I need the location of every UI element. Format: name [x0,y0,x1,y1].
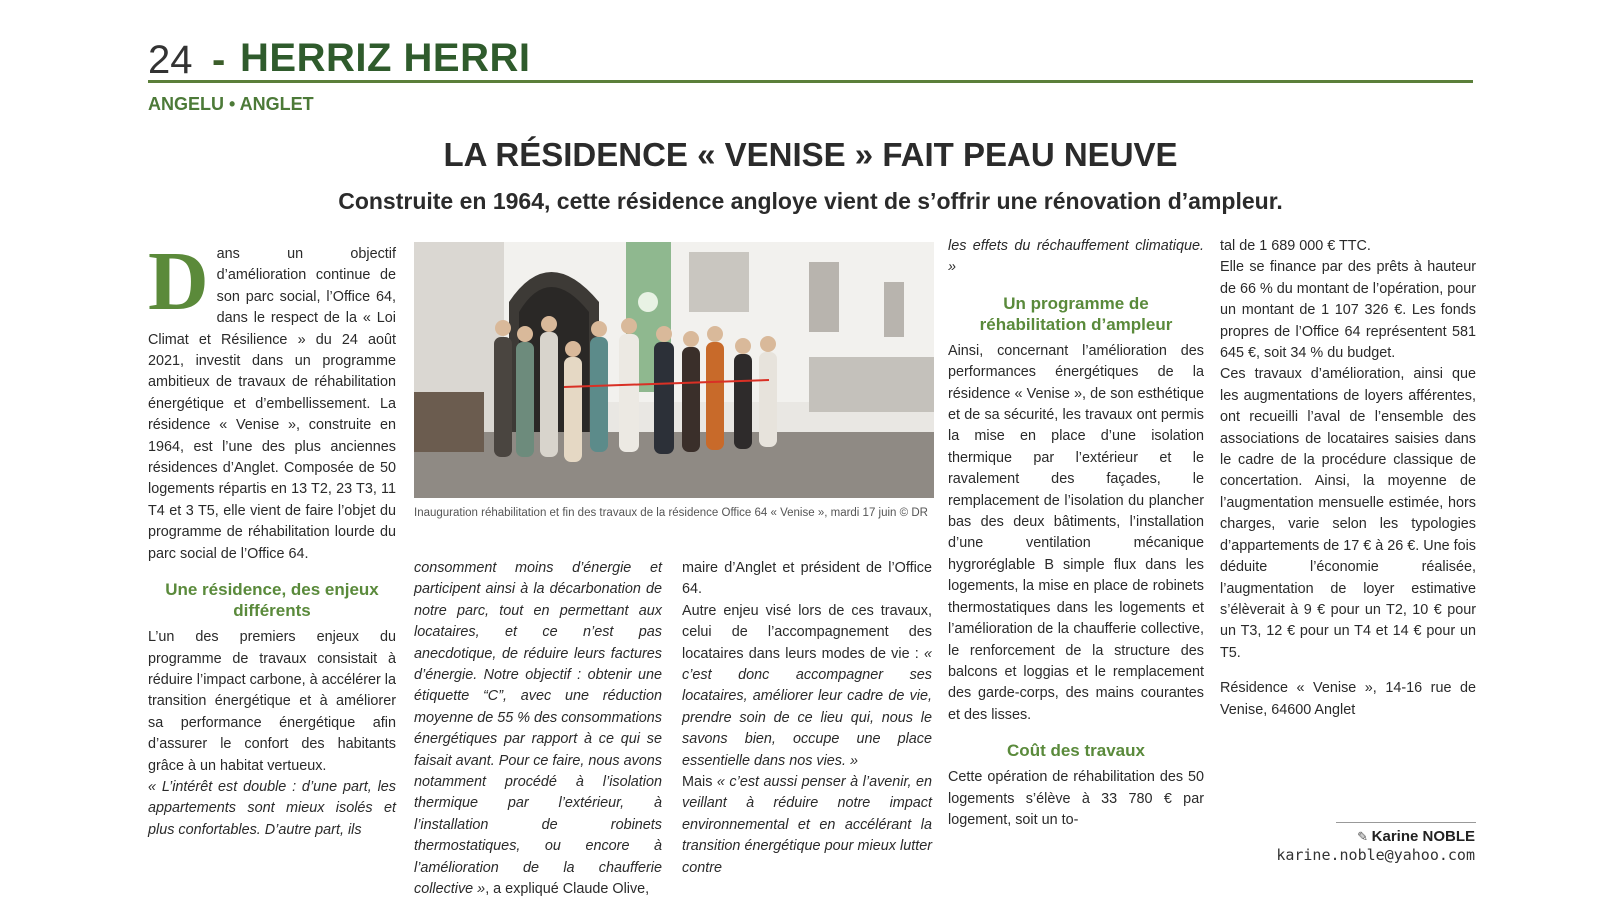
paragraph: Elle se finance par des prêts à hauteur de 66 % du montant de l’opération, pour un montant de 1 107 326 €. Les fonds propres de l’Office 64 représentent 581 645 €, soit 34 % du budget. [1220,259,1477,362]
section-title: HERRIZ HERRI [240,36,531,80]
header-dash: - [212,38,226,82]
column-5 [1220,236,1476,721]
paragraph: Ces travaux d’amélioration, ainsi que les augmentations de loyers afférentes, ont recueilli l’aval de l’ensemble des associations de locataires saisies dans le cadre de la procédure classique de concertation. Ainsi, la moyenne de l’augmentation mensuelle estimée, hors charges, varie selon les typologies d’appartements de 17 € à 26 €. Une fois déduite l’économie réalisée, l’augmentation de loyer estimative s’élèverait à 9 € pour un T2, 10 € pour un T3, 12 € pour un T4 et 14 € pour un T5. [1220,366,1477,661]
quote: consomment moins d’énergie et participent ainsi à la décarbonation de notre parc, tout en permettant aux locataires, et ce n’est pas anecdotique, de réduire leurs factures d’énergie. Notre objectif : obtenir une étiquette “C”, avec une réduction moyenne de 55 % des consommations énergétiques par rapport à ce qui se faisait avant. Pour ce faire, nous avons notamment procédé à l’isolation thermique par l’extérieur, à l’installation de robinets thermostatiques, ou encore à l’amélioration de la chaufferie collective » [414,560,662,898]
column-1 [148,235,396,841]
author-divider [1336,822,1476,823]
article-standfirst: Construite en 1964, cette résidence angloye vient de s’offrir une rénovation d’ampleur. [338,188,1283,214]
article-photo [414,242,934,498]
paragraph: Cette opération de réhabilitation des 50 logements s’élève à 33 780 € par logement, soit un to- [948,769,1204,828]
inauguration-photo [414,242,934,498]
section-subtitle: ANGELU • ANGLET [148,94,314,114]
subheading: Coût des travaux [1007,741,1145,761]
column-2 [414,558,662,901]
author-email: karine.noble@yahoo.com [1276,846,1475,864]
pen-icon: ✎ [1357,829,1372,844]
paragraph: Mais [682,774,717,791]
address: Résidence « Venise », 14-16 rue de Venise, 64600 Anglet [1220,680,1476,718]
article-headline: LA RÉSIDENCE « VENISE » FAIT PEAU NEUVE [443,136,1178,173]
column-4 [948,236,1204,831]
quote: « L’intérêt est double : d’une part, les appartements sont mieux isolés et plus confortables. D’autre part, ils [148,778,396,838]
subheading: Un programme de réhabilitation d’ampleur [979,293,1173,334]
paragraph: tal de 1 689 000 € TTC. [1220,238,1371,254]
paragraph: Autre enjeu visé lors de ces travaux, celui de l’accompagnement des locataires dans leurs modes de vie : [682,602,932,662]
quote: « c’est donc accompagner ses locataires, améliorer leur cadre de vie, prendre soin de ce lieu qui, nous le savons bien, occupe une place essentielle dans nos vies. » [682,645,932,769]
quote: les effets du réchauffement climatique. » [948,238,1204,276]
paragraph: maire d’Anglet et président de l’Office 64. [682,560,932,598]
author-name: Karine NOBLE [1371,828,1475,845]
paragraph: L’un des premiers enjeux du programme de travaux consistait à réduire l’impact carbone, à accélérer la transition énergétique et à améliorer sa performance énergétique afin d’assurer le confort des habitants grâce à un habitat vertueux. [148,629,396,774]
quote-attribution: , a expliqué Claude Olive, [485,881,650,898]
paragraph: Ainsi, concernant l’amélioration des performances énergétiques de la résidence « Venise », de son esthétique et de sa sécurité, les travaux ont permis la mise en place d’une isolation thermique par l’extérieur et le ravalement des façades, le remplacement de l’isolation du plancher bas des deux bâtiments, l’installation d’une ventilation mécanique hygroréglable B simple flux dans les logements, la mise en place de robinets thermostatiques dans les logements et l’amélioration de la chaufferie collective, le renforcement de la structure des balcons et loggias et le remplacement des garde-corps, des mains courantes et des lisses. [948,342,1204,723]
drop-cap: D [148,235,209,328]
column-3 [682,558,932,879]
author-byline [1276,828,1475,864]
page-header [148,36,1473,83]
paragraph: ans un objectif d’amélioration continue de son parc social, l’Office 64, dans le respect de la « Loi Climat et Résilience » du 24 août 2021, investit dans un programme ambitieux de travaux de réhabilitation énergétique et d’embellissement. La résidence « Venise », construite en 1964, est l’une des plus anciennes résidences d’Anglet. Composée de 50 logements répartis en 13 T2, 23 T3, 11 T4 et 3 T5, elle vient de faire l’objet du programme de réhabilitation lourde du parc social de l’Office 64. [148,246,396,562]
subheading: Une résidence, des enjeux différents [165,580,379,621]
page-number: 24 [148,38,193,82]
quote: « c’est aussi penser à l’avenir, en veillant à réduire notre impact environnemental et en accélérant la transition énergétique pour mieux lutter contre [682,774,932,876]
photo-caption: Inauguration réhabilitation et fin des travaux de la résidence Office 64 « Venise », mardi 17 juin © DR [414,507,928,519]
